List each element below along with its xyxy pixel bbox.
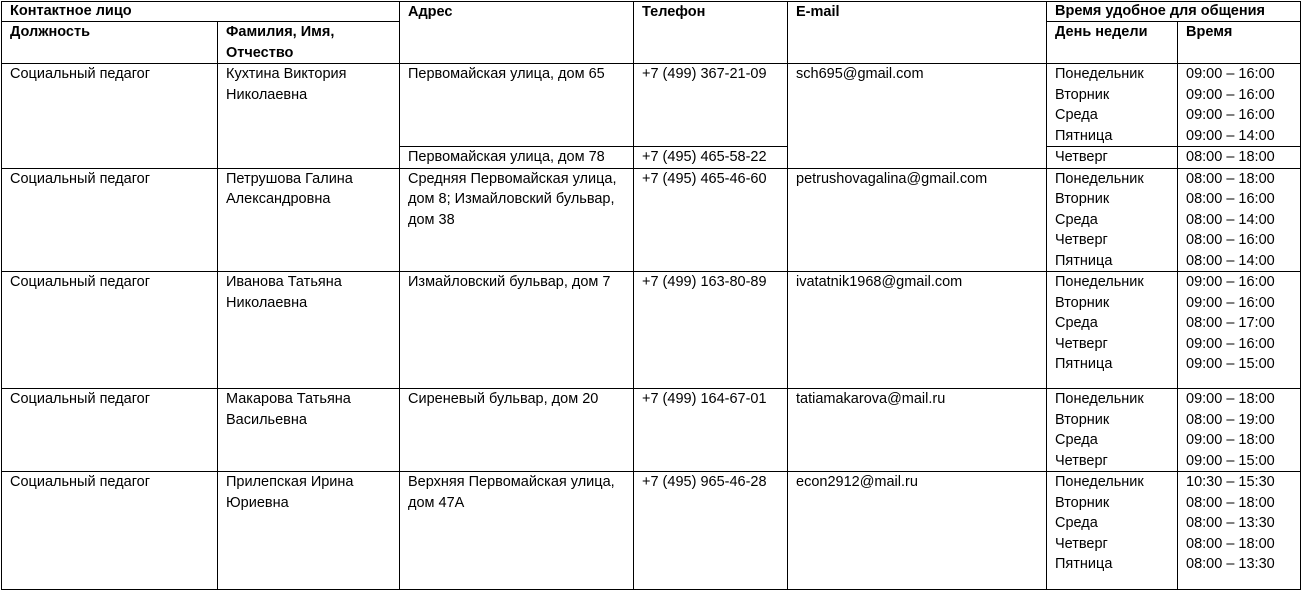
time-cell <box>1178 389 1301 472</box>
weekday-item: Среда <box>1055 211 1098 228</box>
contacts-table <box>1 1 1301 590</box>
name-cell: Петрушова Галина Александровна <box>218 168 400 272</box>
weekday-item: Четверг <box>1055 452 1108 469</box>
time-item: 09:00 – 15:00 <box>1186 356 1275 372</box>
time-item: 10:30 – 15:30 <box>1186 474 1275 490</box>
email-cell: tatiamakarova@mail.ru <box>788 389 1047 472</box>
phone-cell: +7 (499) 163-80-89 <box>634 272 788 389</box>
header-row-1 <box>2 2 1301 22</box>
email-cell: ivatatnik1968@gmail.com <box>788 272 1047 389</box>
contact-header: Контактное лицо <box>2 2 400 22</box>
address-cell: Первомайская улица, дом 78 <box>400 147 634 169</box>
weekday-item: Понедельник <box>1055 474 1144 490</box>
table-row <box>2 168 1301 272</box>
position-cell: Социальный педагог <box>2 168 218 272</box>
name-cell: Макарова Татьяна Васильевна <box>218 389 400 472</box>
weekday-cell <box>1047 64 1178 147</box>
name-header: Фамилия, Имя, Отчество <box>218 22 400 64</box>
email-cell: sch695@gmail.com <box>788 64 1047 169</box>
address-cell: Средняя Первомайская улица, дом 8; Измайловский бульвар, дом 38 <box>400 168 634 272</box>
phone-header: Телефон <box>634 2 788 64</box>
weekday-item: Четверг <box>1055 232 1108 248</box>
time-item: 09:00 – 18:00 <box>1186 432 1275 448</box>
weekday-item: Понедельник <box>1055 66 1144 82</box>
phone-cell: +7 (495) 965-46-28 <box>634 472 788 590</box>
time-item: 09:00 – 16:00 <box>1186 335 1275 352</box>
position-cell: Социальный педагог <box>2 272 218 389</box>
time-item: 09:00 – 15:00 <box>1186 452 1275 469</box>
weekday-item: Среда <box>1055 315 1098 331</box>
time-cell <box>1178 147 1301 169</box>
time-item: 08:00 – 18:00 <box>1186 170 1275 187</box>
address-cell: Верхняя Первомайская улица, дом 47А <box>400 472 634 590</box>
name-cell: Кухтина Виктория Николаевна <box>218 64 400 169</box>
weekday-item: Вторник <box>1055 494 1110 511</box>
weekday-item: Вторник <box>1055 294 1110 311</box>
weekday-item: Пятница <box>1055 556 1113 572</box>
time-cell <box>1178 472 1301 590</box>
phone-cell: +7 (499) 367-21-09 <box>634 64 788 147</box>
weekday-item: Понедельник <box>1055 170 1144 187</box>
weekday-item: Вторник <box>1055 411 1110 428</box>
weekday-item: Пятница <box>1055 356 1113 372</box>
time-cell <box>1178 168 1301 272</box>
time-item: 09:00 – 16:00 <box>1186 274 1275 290</box>
table-row <box>2 472 1301 590</box>
time-item: 08:00 – 18:00 <box>1186 149 1275 165</box>
weekday-item: Вторник <box>1055 191 1110 207</box>
time-item: 08:00 – 16:00 <box>1186 232 1275 248</box>
email-header: E-mail <box>788 2 1047 64</box>
time-item: 09:00 – 16:00 <box>1186 107 1275 123</box>
weekday-item: Понедельник <box>1055 274 1144 290</box>
time-item: 08:00 – 14:00 <box>1186 211 1275 228</box>
name-cell: Иванова Татьяна Николаевна <box>218 272 400 389</box>
weekday-cell <box>1047 147 1178 169</box>
weekday-item: Четверг <box>1055 535 1108 552</box>
position-header: Должность <box>2 22 218 64</box>
weekday-cell <box>1047 272 1178 389</box>
phone-cell: +7 (495) 465-46-60 <box>634 168 788 272</box>
time-group-header: Время удобное для общения <box>1047 2 1301 22</box>
position-cell: Социальный педагог <box>2 389 218 472</box>
weekday-item: Среда <box>1055 107 1098 123</box>
email-cell: econ2912@mail.ru <box>788 472 1047 590</box>
time-item: 09:00 – 14:00 <box>1186 127 1275 144</box>
time-item: 08:00 – 14:00 <box>1186 252 1275 269</box>
time-cell <box>1178 64 1301 147</box>
time-item: 09:00 – 16:00 <box>1186 86 1275 103</box>
time-item: 08:00 – 18:00 <box>1186 535 1275 552</box>
time-item: 09:00 – 16:00 <box>1186 294 1275 311</box>
weekday-item: Пятница <box>1055 127 1113 144</box>
name-cell: Прилепская Ирина Юриевна <box>218 472 400 590</box>
address-cell: Первомайская улица, дом 65 <box>400 64 634 147</box>
weekday-item: Пятница <box>1055 252 1113 269</box>
weekday-item: Четверг <box>1055 149 1108 165</box>
table-body <box>2 64 1301 590</box>
time-item: 08:00 – 13:30 <box>1186 556 1275 572</box>
time-item: 08:00 – 13:30 <box>1186 515 1275 531</box>
time-item: 09:00 – 16:00 <box>1186 66 1275 82</box>
weekday-cell <box>1047 472 1178 590</box>
weekday-header: День недели <box>1047 22 1178 64</box>
time-item: 08:00 – 18:00 <box>1186 494 1275 511</box>
table-row <box>2 64 1301 147</box>
address-cell: Измайловский бульвар, дом 7 <box>400 272 634 389</box>
weekday-item: Среда <box>1055 515 1098 531</box>
phone-cell: +7 (495) 465-58-22 <box>634 147 788 169</box>
time-item: 08:00 – 19:00 <box>1186 411 1275 428</box>
weekday-cell <box>1047 389 1178 472</box>
time-item: 08:00 – 16:00 <box>1186 191 1275 207</box>
phone-cell: +7 (499) 164-67-01 <box>634 389 788 472</box>
position-cell: Социальный педагог <box>2 472 218 590</box>
weekday-item: Вторник <box>1055 86 1110 103</box>
time-item: 08:00 – 17:00 <box>1186 315 1275 331</box>
table-row <box>2 272 1301 389</box>
table-row <box>2 389 1301 472</box>
weekday-item: Четверг <box>1055 335 1108 352</box>
address-cell: Сиреневый бульвар, дом 20 <box>400 389 634 472</box>
weekday-item: Среда <box>1055 432 1098 448</box>
position-cell: Социальный педагог <box>2 64 218 169</box>
weekday-item: Понедельник <box>1055 391 1144 407</box>
time-item: 09:00 – 18:00 <box>1186 391 1275 407</box>
address-header: Адрес <box>400 2 634 64</box>
weekday-cell <box>1047 168 1178 272</box>
email-cell: petrushovagalina@gmail.com <box>788 168 1047 272</box>
time-cell <box>1178 272 1301 389</box>
time-header: Время <box>1178 22 1301 64</box>
